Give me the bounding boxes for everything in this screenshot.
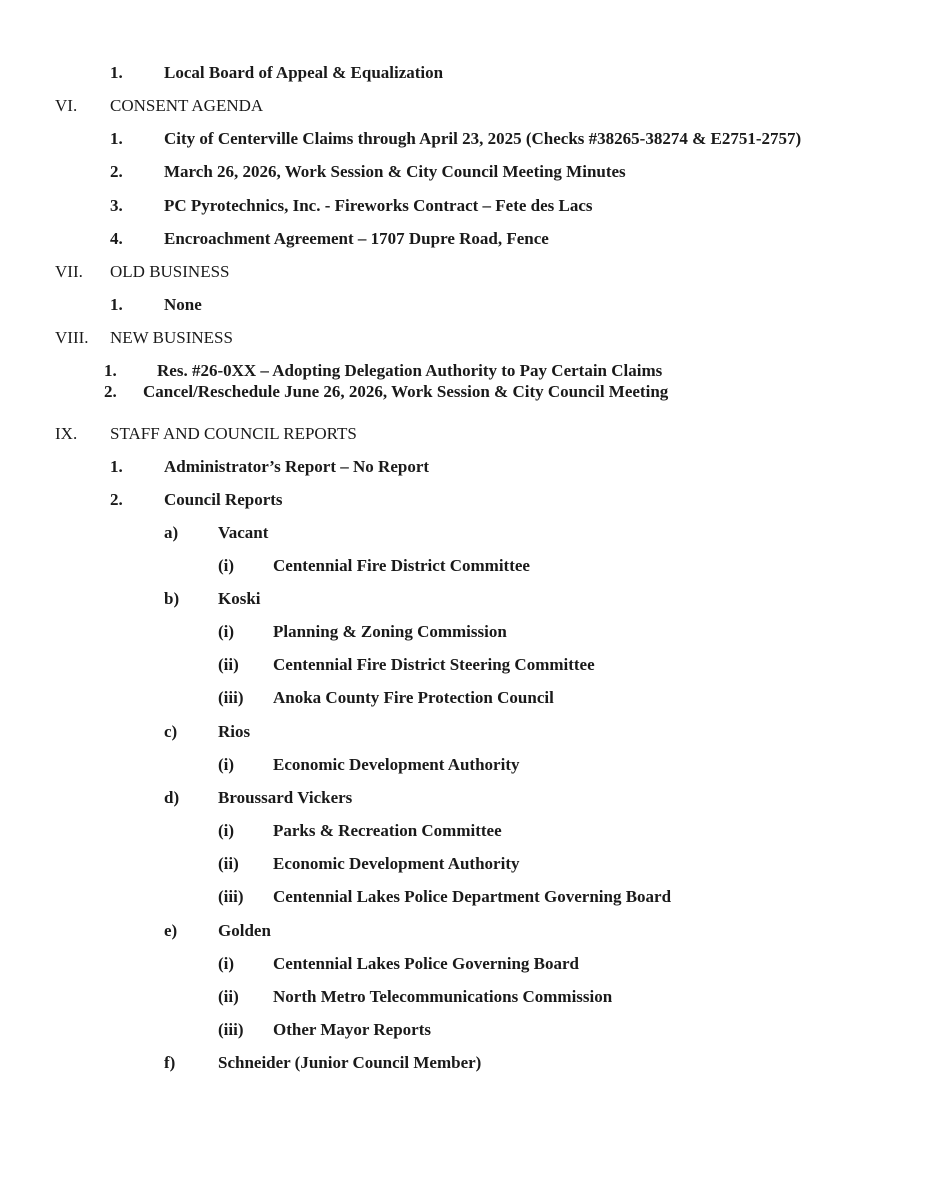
item-number: 1. [110,295,123,314]
sub-number: (ii) [218,655,239,674]
item-number: 1. [110,63,123,82]
sub-text: Economic Development Authority [273,854,520,873]
item-number: 2. [110,162,123,181]
item-text: Cancel/Reschedule June 26, 2026, Work Session & City Council Meeting [143,382,669,401]
section-number: IX. [55,424,78,443]
sub-number: (iii) [218,688,244,707]
member-letter: f) [164,1053,176,1072]
member-letter: c) [164,722,178,741]
sub-text: North Metro Telecommunications Commission [273,987,613,1006]
sub-number: (ii) [218,854,239,873]
item-number: 3. [110,196,123,215]
member-letter: a) [164,523,179,542]
item-text: None [164,295,202,314]
sub-number: (ii) [218,987,239,1006]
sub-number: (i) [218,821,235,840]
section-title: CONSENT AGENDA [110,96,264,115]
member-name: Schneider (Junior Council Member) [218,1053,482,1072]
member-name: Vacant [218,523,269,542]
item-text: March 26, 2026, Work Session & City Council Meeting Minutes [164,162,626,181]
section-number: VIII. [55,328,89,347]
item-text: Encroachment Agreement – 1707 Dupre Road, Fence [164,229,549,248]
section-number: VII. [55,262,83,281]
item-number: 2. [110,490,123,509]
item-text: Res. #26-0XX – Adopting Delegation Authority to Pay Certain Claims [157,361,663,380]
member-letter: e) [164,921,178,940]
section-number: VI. [55,96,78,115]
sub-number: (iii) [218,1020,244,1039]
sub-text: Centennial Fire District Committee [273,556,530,575]
sub-text: Planning & Zoning Commission [273,622,507,641]
item-number: 4. [110,229,123,248]
sub-number: (i) [218,556,235,575]
item-text: PC Pyrotechnics, Inc. - Fireworks Contract – Fete des Lacs [164,196,593,215]
sub-number: (i) [218,622,235,641]
sub-text: Centennial Lakes Police Governing Board [273,954,579,973]
item-number: 1. [104,361,117,380]
item-text: Council Reports [164,490,283,509]
sub-text: Anoka County Fire Protection Council [273,688,554,707]
sub-text: Other Mayor Reports [273,1020,432,1039]
item-text: City of Centerville Claims through April 23, 2025 (Checks #38265-38274 & E2751-2757) [164,129,802,148]
item-number: 1. [110,129,123,148]
item-text: Administrator’s Report – No Report [164,457,430,476]
sub-text: Parks & Recreation Committee [273,821,502,840]
section-title: NEW BUSINESS [110,328,233,347]
item-number: 2. [104,382,117,401]
member-name: Koski [218,589,261,608]
member-name: Golden [218,921,271,940]
sub-text: Economic Development Authority [273,755,520,774]
sub-number: (i) [218,954,235,973]
member-name: Rios [218,722,251,741]
item-number: 1. [110,457,123,476]
member-letter: b) [164,589,180,608]
section-title: OLD BUSINESS [110,262,230,281]
member-name: Broussard Vickers [218,788,353,807]
sub-number: (iii) [218,887,244,906]
member-letter: d) [164,788,180,807]
sub-number: (i) [218,755,235,774]
sub-text: Centennial Fire District Steering Committee [273,655,595,674]
sub-text: Centennial Lakes Police Department Governing Board [273,887,672,906]
section-title: STAFF AND COUNCIL REPORTS [110,424,357,443]
item-text: Local Board of Appeal & Equalization [164,63,444,82]
